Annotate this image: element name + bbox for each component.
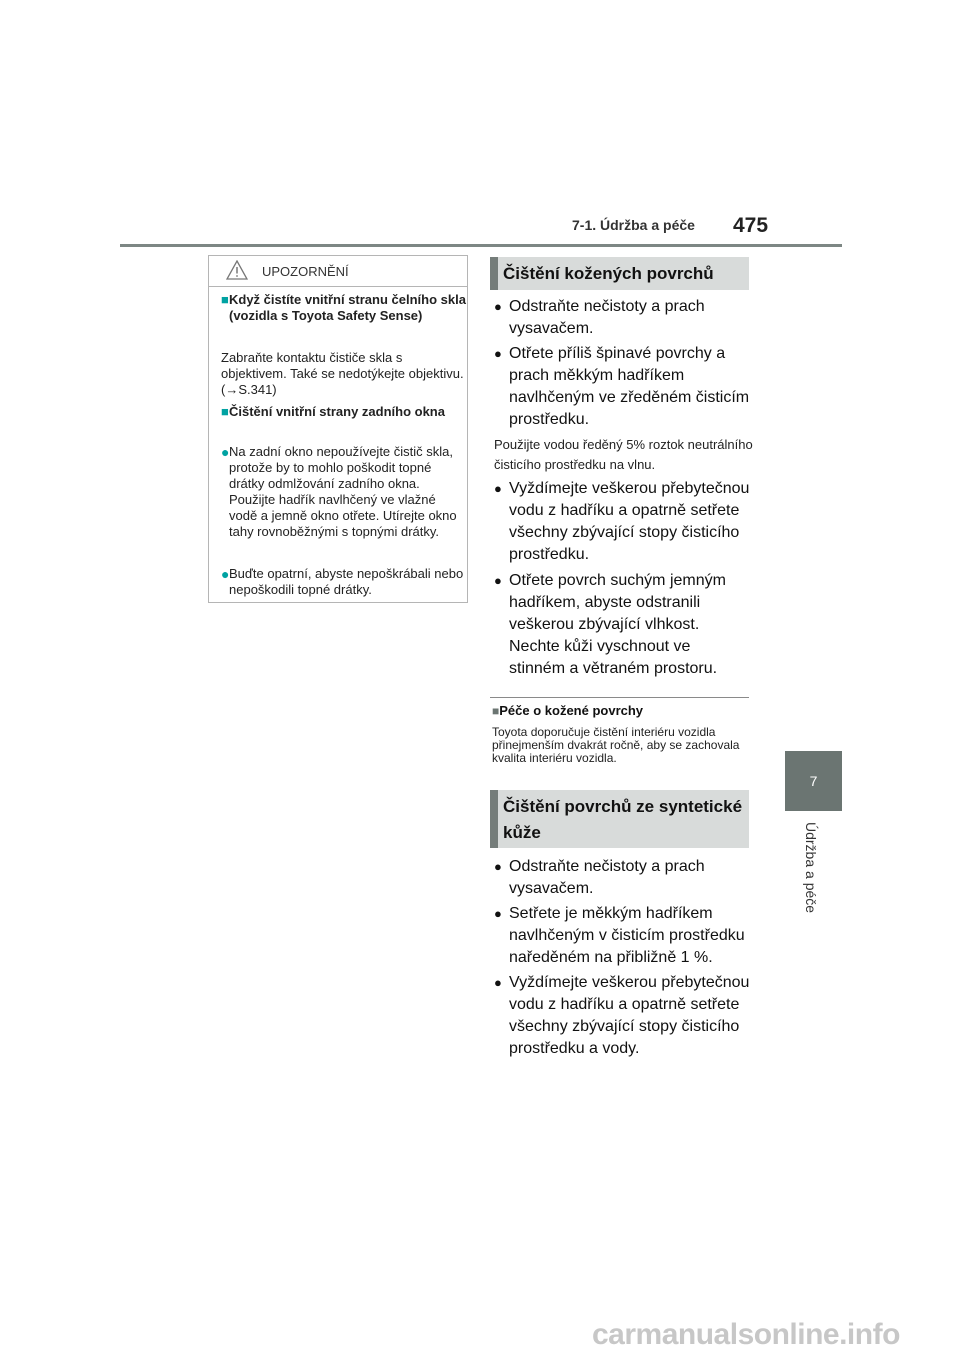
- warning-bullet-1: [221, 444, 467, 540]
- page-reference-link[interactable]: (→S.341): [221, 382, 277, 397]
- leather-heading: Čištění kožených povrchů: [490, 257, 749, 290]
- leather-bullet-1: [494, 296, 750, 340]
- warning-section-1-text: Zabraňte kontaktu čističe skla s objektivem. Také se nedotýkejte objektivu.: [221, 350, 464, 381]
- synthetic-heading: Čištění povrchů ze syntetické kůže: [490, 790, 749, 848]
- warning-header: [209, 256, 467, 287]
- warning-triangle-icon: [226, 260, 248, 280]
- synthetic-bullet-3-text: Vyždímejte veškerou přebytečnou vodu z hadříku a opatrně setřete všechny zbývající stopy čisticího prostředku a vody.: [509, 974, 750, 1057]
- synthetic-bullet-3: [494, 972, 750, 1060]
- bullet-icon: ●: [494, 346, 502, 361]
- bullet-icon: ●: [494, 906, 502, 921]
- bullet-icon: ●: [494, 481, 502, 496]
- circle-bullet-icon: ●: [221, 566, 230, 582]
- leather-bullet-4-text: Otřete povrch suchým jemným hadříkem, abyste odstranili veškerou zbývající vlhkost. Nechte kůži vyschnout ve stinném a větraném prostoru.: [509, 572, 726, 677]
- warning-section-1: [221, 292, 467, 324]
- warning-title: UPOZORNĚNÍ: [262, 264, 349, 279]
- bullet-icon: ●: [494, 975, 502, 990]
- chapter-tab[interactable]: 7: [785, 751, 842, 811]
- square-bullet-icon: ■: [492, 704, 500, 718]
- bullet-icon: ●: [494, 859, 502, 874]
- warning-bullet-1-text: Na zadní okno nepoužívejte čistič skla, protože by to mohlo poškodit topné drátky odmlžování zadního okna. Použijte hadřík navlhčený ve vlažné vodě a jemně okno otřete. Utírejte okno tahy rovnoběžnými s topnými drátky.: [229, 444, 457, 539]
- warning-bullet-2-text: Buďte opatrní, abyste nepoškrábali nebo nepoškodili topné drátky.: [229, 566, 464, 597]
- page-number: 475: [733, 214, 769, 237]
- section-title: 7-1. Údržba a péče: [572, 217, 695, 233]
- warning-bullet-2: [221, 566, 467, 598]
- warning-box: [208, 255, 468, 603]
- square-bullet-icon: ■: [221, 404, 229, 419]
- leather-bullet-2: [494, 343, 750, 431]
- header-divider: [120, 244, 842, 247]
- warning-section-1-title: Když čistíte vnitřní stranu čelního skla (vozidla s Toyota Safety Sense): [229, 292, 466, 323]
- synthetic-bullet-2: [494, 903, 750, 969]
- leather-bullet-3-text: Vyždímejte veškerou přebytečnou vodu z hadříku a opatrně setřete všechny zbývající stopy čisticího prostředku.: [509, 480, 750, 563]
- leather-care-title-text: Péče o kožené povrchy: [499, 703, 644, 718]
- circle-bullet-icon: ●: [221, 444, 230, 460]
- leather-bullet-2-text: Otřete příliš špinavé povrchy a prach měkkým hadříkem navlhčeným ve zředěném čisticím prostředku.: [509, 345, 750, 428]
- synthetic-bullet-1-text: Odstraňte nečistoty a prach vysavačem.: [509, 858, 705, 897]
- bullet-icon: ●: [494, 299, 502, 314]
- bullet-icon: ●: [494, 573, 502, 588]
- chapter-title: Údržba a péče: [803, 822, 819, 914]
- leather-note: Použijte vodou ředěný 5% roztok neutrálního čisticího prostředku na vlnu.: [494, 437, 753, 472]
- watermark: carmanualsonline.info: [592, 1318, 900, 1351]
- subsection-divider: [490, 697, 749, 698]
- leather-bullet-3: [494, 478, 750, 566]
- warning-section-1-body: [221, 350, 467, 398]
- leather-bullet-4: [494, 570, 750, 680]
- warning-section-2-title: Čištění vnitřní strany zadního okna: [229, 404, 445, 419]
- synthetic-bullet-2-text: Setřete je měkkým hadříkem navlhčeným v čisticím prostředku naředěném na přibližně 1 %.: [509, 905, 745, 966]
- warning-section-2: [221, 404, 467, 420]
- leather-care-text: Toyota doporučuje čistění interiéru vozidla přinejmenším dvakrát ročně, aby se zachovala kvalita interiéru vozidla.: [492, 725, 740, 765]
- leather-bullet-1-text: Odstraňte nečistoty a prach vysavačem.: [509, 298, 705, 337]
- leather-care-title: [492, 703, 643, 718]
- synthetic-bullet-1: [494, 856, 750, 900]
- square-bullet-icon: ■: [221, 292, 229, 307]
